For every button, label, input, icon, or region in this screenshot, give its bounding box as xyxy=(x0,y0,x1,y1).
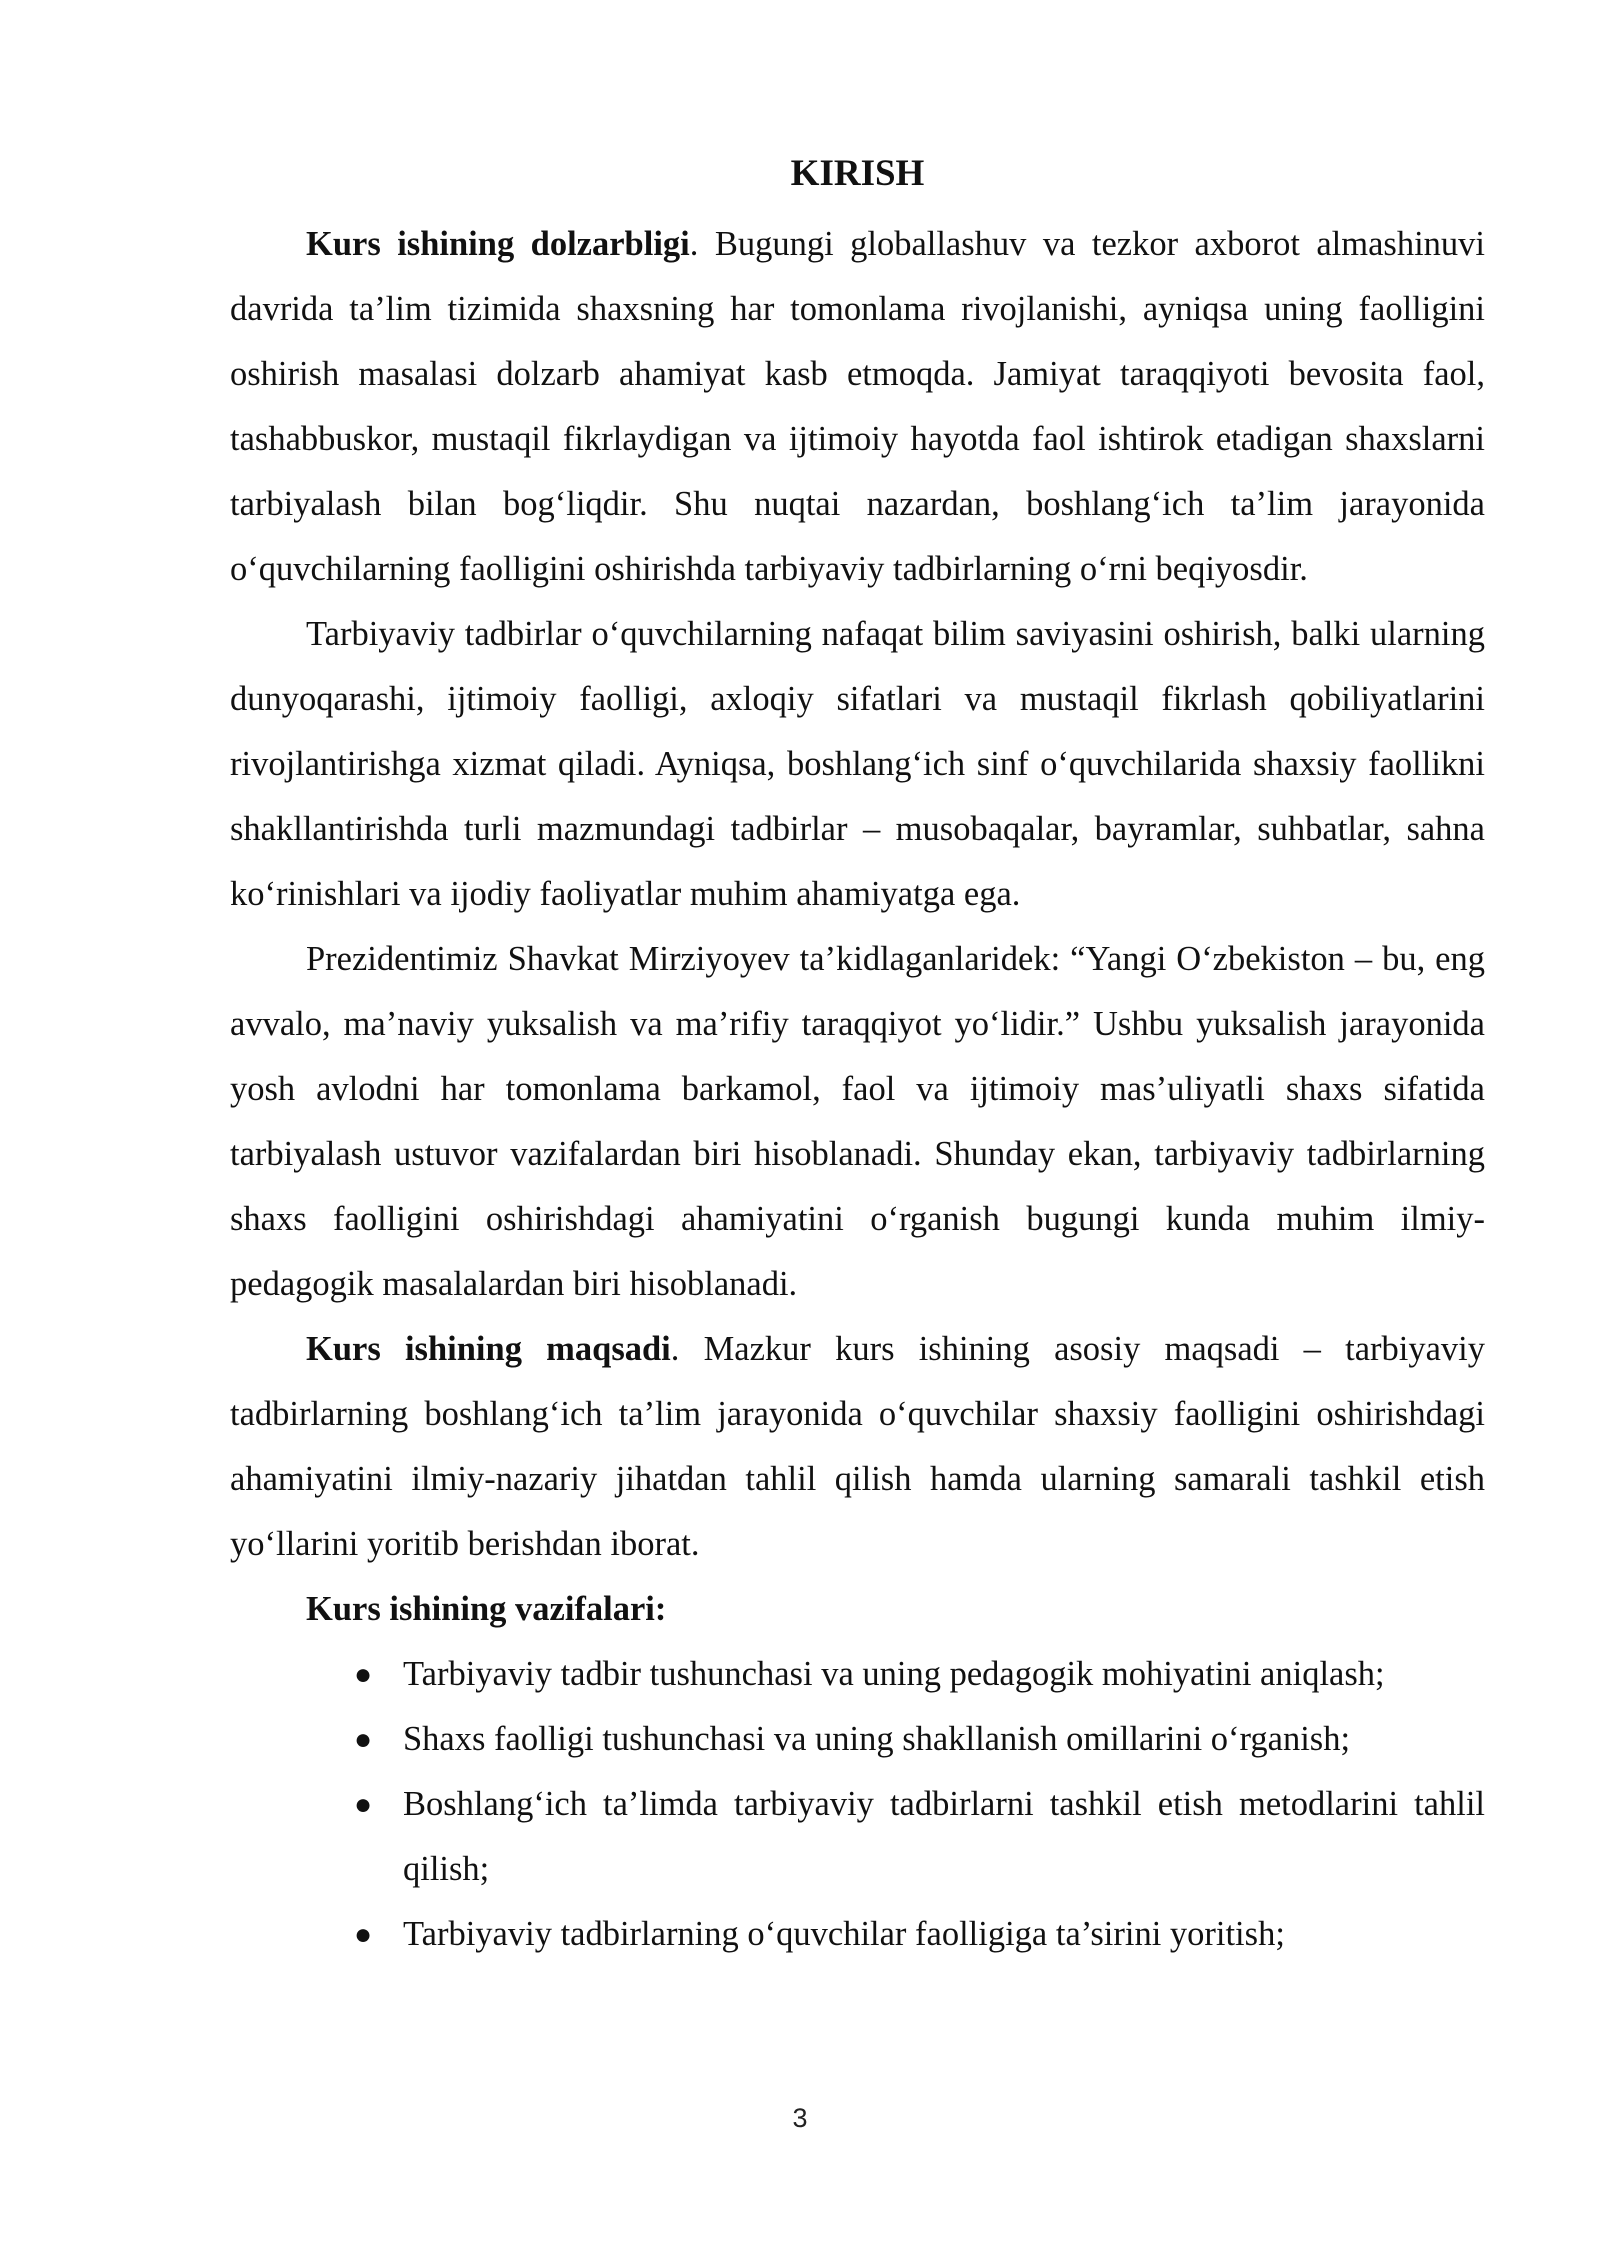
list-item xyxy=(230,1707,1485,1772)
paragraph-text-goal: . Mazkur kurs ishining asosiy maqsadi – tarbiyaviy tadbirlarning boshlang‘ich ta’lim jarayonida o‘quvchilar shaxsiy faolligini oshirishdagi ahamiyatini ilmiy-nazariy jihatdan tahlil qilish hamda ularning samarali tashkil etish yo‘llarini yoritib berishdan iborat. xyxy=(230,1330,1485,1563)
tasks-heading: Kurs ishining vazifalari: xyxy=(306,1590,667,1628)
list-item xyxy=(230,1902,1485,1967)
list-item-text: Shaxs faolligi tushunchasi va uning shakllanish omillarini o‘rganish; xyxy=(403,1720,1351,1758)
section-heading: KIRISH xyxy=(790,153,925,194)
paragraph-lead-relevance: Kurs ishining dolzarbligi xyxy=(306,225,690,263)
page-number: 3 xyxy=(792,2103,808,2133)
paragraph-goal xyxy=(230,1317,1485,1577)
paragraph-text-educational-events: Tarbiyaviy tadbirlar o‘quvchilarning nafaqat bilim saviyasini oshirish, balki ularning dunyoqarashi, ijtimoiy faolligi, axloqiy sifatlari va mustaqil fikrlash qobiliyatlarini rivojlantirishga xizmat qiladi. Ayniqsa, boshlang‘ich sinf o‘quvchilarida shaxsiy faollikni shakllantirishda turli mazmundagi tadbirlar – musobaqalar, bayramlar, suhbatlar, sahna ko‘rinishlari va ijodiy faoliyatlar muhim ahamiyatga ega. xyxy=(230,615,1485,913)
list-item-text: Boshlang‘ich ta’limda tarbiyaviy tadbirlarni tashkil etish metodlarini tahlil qilish; xyxy=(403,1785,1485,1888)
document-page xyxy=(230,148,1485,1967)
bullet-icon: ● xyxy=(354,1723,373,1756)
list-item-text: Tarbiyaviy tadbirlarning o‘quvchilar faolligiga ta’sirini yoritish; xyxy=(403,1915,1285,1953)
paragraph-relevance xyxy=(230,212,1485,602)
paragraph-text-president-quote: Prezidentimiz Shavkat Mirziyoyev ta’kidlaganlaridek: “Yangi O‘zbekiston – bu, eng avvalo, ma’naviy yuksalish va ma’rifiy taraqqiyot yo‘lidir.” Ushbu yuksalish jarayonida yosh avlodni har tomonlama barkamol, faol va ijtimoiy mas’uliyatli shaxs sifatida tarbiyalash ustuvor vazifalardan biri hisoblanadi. Shunday ekan, tarbiyaviy tadbirlarning shaxs faolligini oshirishdagi ahamiyatini o‘rganish bugungi kunda muhim ilmiy-pedagogik masalalardan biri hisoblanadi. xyxy=(230,940,1485,1303)
list-item xyxy=(230,1772,1485,1902)
paragraph-lead-goal: Kurs ishining maqsadi xyxy=(306,1330,671,1368)
paragraph-text-relevance: . Bugungi globallashuv va tezkor axborot almashinuvi davrida ta’lim tizimida shaxsning har tomonlama rivojlanishi, ayniqsa uning faolligini oshirish masalasi dolzarb ahamiyat kasb etmoqda. Jamiyat taraqqiyoti bevosita faol, tashabbuskor, mustaqil fikrlaydigan va ijtimoiy hayotda faol ishtirok etadigan shaxslarni tarbiyalash bilan bog‘liqdir. Shu nuqtai nazardan, boshlang‘ich ta’lim jarayonida o‘quvchilarning faolligini oshirishda tarbiyaviy tadbirlarning o‘rni beqiyosdir. xyxy=(230,225,1485,588)
list-item xyxy=(230,1642,1485,1707)
paragraph-educational-events xyxy=(230,602,1485,927)
paragraph-president-quote xyxy=(230,927,1485,1317)
bullet-icon: ● xyxy=(354,1658,373,1691)
bullet-icon: ● xyxy=(354,1918,373,1951)
tasks-list xyxy=(230,1642,1485,1967)
list-item-text: Tarbiyaviy tadbir tushunchasi va uning pedagogik mohiyatini aniqlash; xyxy=(403,1655,1385,1693)
bullet-icon: ● xyxy=(354,1788,373,1821)
